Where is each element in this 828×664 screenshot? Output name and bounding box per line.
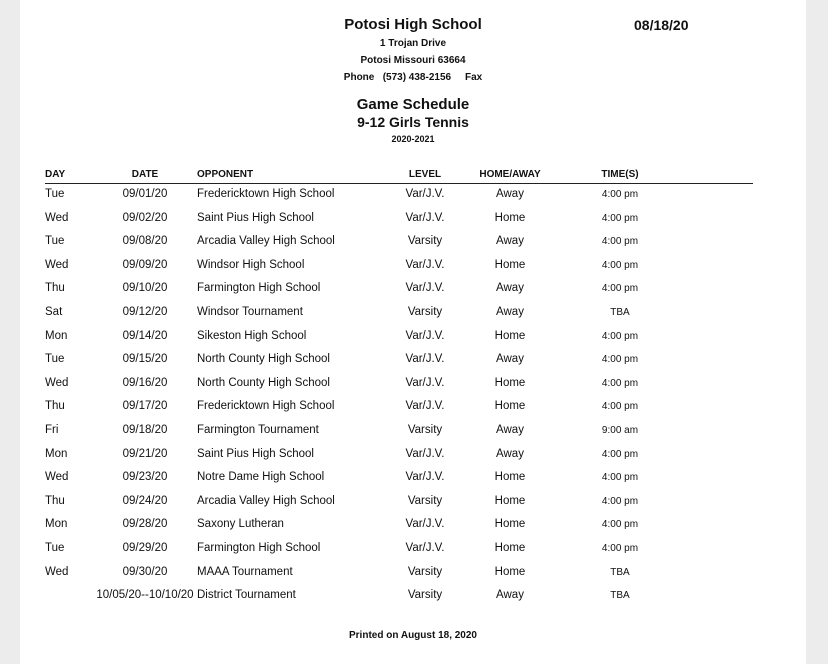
table-row — [20, 279, 806, 303]
cell-opponent: District Tournament — [197, 589, 296, 602]
cell-day: Mon — [45, 518, 68, 531]
cell-day: Sat — [45, 305, 63, 318]
table-row — [20, 374, 806, 398]
column-header-opponent: OPPONENT — [197, 169, 254, 180]
column-header-level: LEVEL — [408, 169, 442, 180]
cell-day: Mon — [45, 329, 68, 342]
header-divider — [45, 183, 753, 184]
cell-date: 09/08/20 — [122, 235, 168, 248]
cell-level: Varsity — [407, 589, 443, 602]
cell-home-away: Away — [496, 589, 524, 602]
cell-time: 4:00 pm — [601, 236, 639, 248]
cell-date: 09/30/20 — [122, 565, 168, 578]
cell-date: 09/10/20 — [122, 282, 168, 295]
cell-time: 4:00 pm — [601, 212, 639, 224]
cell-day: Wed — [45, 376, 69, 389]
cell-opponent: Windsor Tournament — [197, 305, 303, 318]
cell-home-away: Home — [494, 258, 526, 271]
cell-opponent: Farmington High School — [197, 282, 321, 295]
cell-time: TBA — [610, 590, 630, 602]
cell-level: Var/J.V. — [405, 376, 445, 389]
cell-level: Var/J.V. — [405, 329, 445, 342]
cell-date: 09/12/20 — [122, 305, 168, 318]
cell-opponent: North County High School — [197, 376, 330, 389]
table-row — [20, 445, 806, 469]
cell-opponent: Fredericktown High School — [197, 188, 335, 200]
cell-level: Var/J.V. — [405, 188, 445, 200]
cell-home-away: Home — [494, 494, 526, 507]
cell-day: Tue — [45, 541, 65, 554]
table-row — [20, 421, 806, 445]
schedule-page — [20, 0, 806, 664]
cell-day: Wed — [45, 565, 69, 578]
cell-date: 09/15/20 — [122, 353, 168, 366]
cell-time: 9:00 am — [601, 424, 639, 436]
season-label: 2020-2021 — [391, 134, 435, 144]
table-row — [20, 232, 806, 256]
cell-time: 4:00 pm — [601, 472, 639, 484]
cell-level: Var/J.V. — [405, 258, 445, 271]
cell-level: Var/J.V. — [405, 447, 445, 460]
cell-level: Var/J.V. — [405, 400, 445, 413]
cell-home-away: Home — [494, 400, 526, 413]
cell-day: Wed — [45, 258, 69, 271]
cell-level: Var/J.V. — [405, 211, 445, 224]
cell-opponent: Saint Pius High School — [197, 447, 314, 460]
address-line-1: 1 Trojan Drive — [379, 38, 447, 49]
cell-time: TBA — [610, 306, 630, 318]
cell-opponent: Saxony Lutheran — [197, 518, 284, 531]
cell-level: Var/J.V. — [405, 541, 445, 554]
cell-opponent: Farmington Tournament — [197, 423, 319, 436]
cell-home-away: Home — [494, 565, 526, 578]
cell-date: 09/23/20 — [122, 471, 168, 484]
phone-line: Phone (573) 438-2156 Fax — [343, 72, 483, 83]
cell-day: Tue — [45, 235, 65, 248]
cell-home-away: Home — [494, 541, 526, 554]
school-name: Potosi High School — [344, 16, 482, 33]
cell-time: 4:00 pm — [601, 330, 639, 342]
cell-level: Varsity — [407, 565, 443, 578]
cell-home-away: Away — [496, 447, 524, 460]
cell-date: 09/02/20 — [122, 211, 168, 224]
cell-level: Varsity — [407, 423, 443, 436]
cell-day: Wed — [45, 471, 69, 484]
cell-date: 09/29/20 — [122, 541, 168, 554]
print-date: 08/18/20 — [634, 17, 689, 33]
table-row — [20, 492, 806, 516]
cell-day: Wed — [45, 211, 69, 224]
cell-time: 4:00 pm — [601, 377, 639, 389]
cell-time: 4:00 pm — [601, 401, 639, 413]
cell-day: Fri — [45, 423, 59, 436]
cell-date: 09/21/20 — [122, 447, 168, 460]
cell-time: TBA — [610, 566, 630, 578]
table-row — [20, 468, 806, 492]
cell-opponent: Fredericktown High School — [197, 400, 335, 413]
cell-opponent: Arcadia Valley High School — [197, 494, 335, 507]
cell-home-away: Home — [494, 376, 526, 389]
schedule-subtitle: 9-12 Girls Tennis — [357, 114, 469, 130]
cell-opponent: Windsor High School — [197, 258, 305, 271]
column-header-day: DAY — [45, 169, 66, 180]
cell-day: Tue — [45, 188, 65, 200]
cell-date: 09/16/20 — [122, 376, 168, 389]
table-row — [20, 303, 806, 327]
table-row — [20, 256, 806, 280]
cell-day: Thu — [45, 494, 65, 507]
table-row — [20, 397, 806, 421]
cell-home-away: Away — [496, 235, 524, 248]
cell-level: Varsity — [407, 305, 443, 318]
cell-date: 09/28/20 — [122, 518, 168, 531]
cell-home-away: Away — [496, 423, 524, 436]
cell-opponent: Sikeston High School — [197, 329, 307, 342]
table-row — [20, 185, 806, 209]
table-row — [20, 586, 806, 610]
cell-home-away: Away — [496, 282, 524, 295]
table-row — [20, 350, 806, 374]
cell-level: Var/J.V. — [405, 518, 445, 531]
schedule-table — [20, 185, 806, 610]
address-line-2: Potosi Missouri 63664 — [360, 55, 466, 66]
cell-opponent: Farmington High School — [197, 541, 321, 554]
cell-opponent: Arcadia Valley High School — [197, 235, 335, 248]
cell-day: Tue — [45, 353, 65, 366]
cell-date: 09/14/20 — [122, 329, 168, 342]
cell-day: Mon — [45, 447, 68, 460]
cell-time: 4:00 pm — [601, 354, 639, 366]
cell-time: 4:00 pm — [601, 519, 639, 531]
cell-home-away: Home — [494, 518, 526, 531]
cell-opponent: Saint Pius High School — [197, 211, 314, 224]
cell-date: 09/24/20 — [122, 494, 168, 507]
cell-opponent: MAAA Tournament — [197, 565, 293, 578]
cell-home-away: Away — [496, 305, 524, 318]
cell-level: Var/J.V. — [405, 282, 445, 295]
cell-time: 4:00 pm — [601, 259, 639, 271]
cell-level: Var/J.V. — [405, 353, 445, 366]
cell-day: Thu — [45, 282, 65, 295]
cell-opponent: North County High School — [197, 353, 330, 366]
cell-opponent: Notre Dame High School — [197, 471, 325, 484]
cell-time: 4:00 pm — [601, 495, 639, 507]
cell-date: 09/01/20 — [122, 188, 168, 200]
cell-level: Var/J.V. — [405, 471, 445, 484]
column-header-time: TIME(S) — [601, 169, 639, 180]
cell-date: 10/05/20--10/10/20 — [96, 589, 194, 602]
table-row — [20, 209, 806, 233]
cell-time: 4:00 pm — [601, 283, 639, 295]
table-row — [20, 515, 806, 539]
cell-level: Varsity — [407, 235, 443, 248]
table-row — [20, 563, 806, 587]
cell-level: Varsity — [407, 494, 443, 507]
cell-time: 4:00 pm — [601, 448, 639, 460]
cell-home-away: Home — [494, 211, 526, 224]
column-header-date: DATE — [131, 169, 159, 180]
column-header-home-away: HOME/AWAY — [479, 169, 541, 180]
printed-on-footer: Printed on August 18, 2020 — [349, 630, 477, 641]
cell-date: 09/09/20 — [122, 258, 168, 271]
cell-day: Thu — [45, 400, 65, 413]
table-row — [20, 539, 806, 563]
schedule-title: Game Schedule — [356, 96, 470, 113]
cell-home-away: Home — [494, 329, 526, 342]
cell-date: 09/18/20 — [122, 423, 168, 436]
cell-date: 09/17/20 — [122, 400, 168, 413]
cell-time: 4:00 pm — [601, 189, 639, 200]
cell-home-away: Away — [496, 353, 524, 366]
cell-home-away: Home — [494, 471, 526, 484]
cell-home-away: Away — [496, 188, 524, 200]
cell-time: 4:00 pm — [601, 542, 639, 554]
table-row — [20, 327, 806, 351]
